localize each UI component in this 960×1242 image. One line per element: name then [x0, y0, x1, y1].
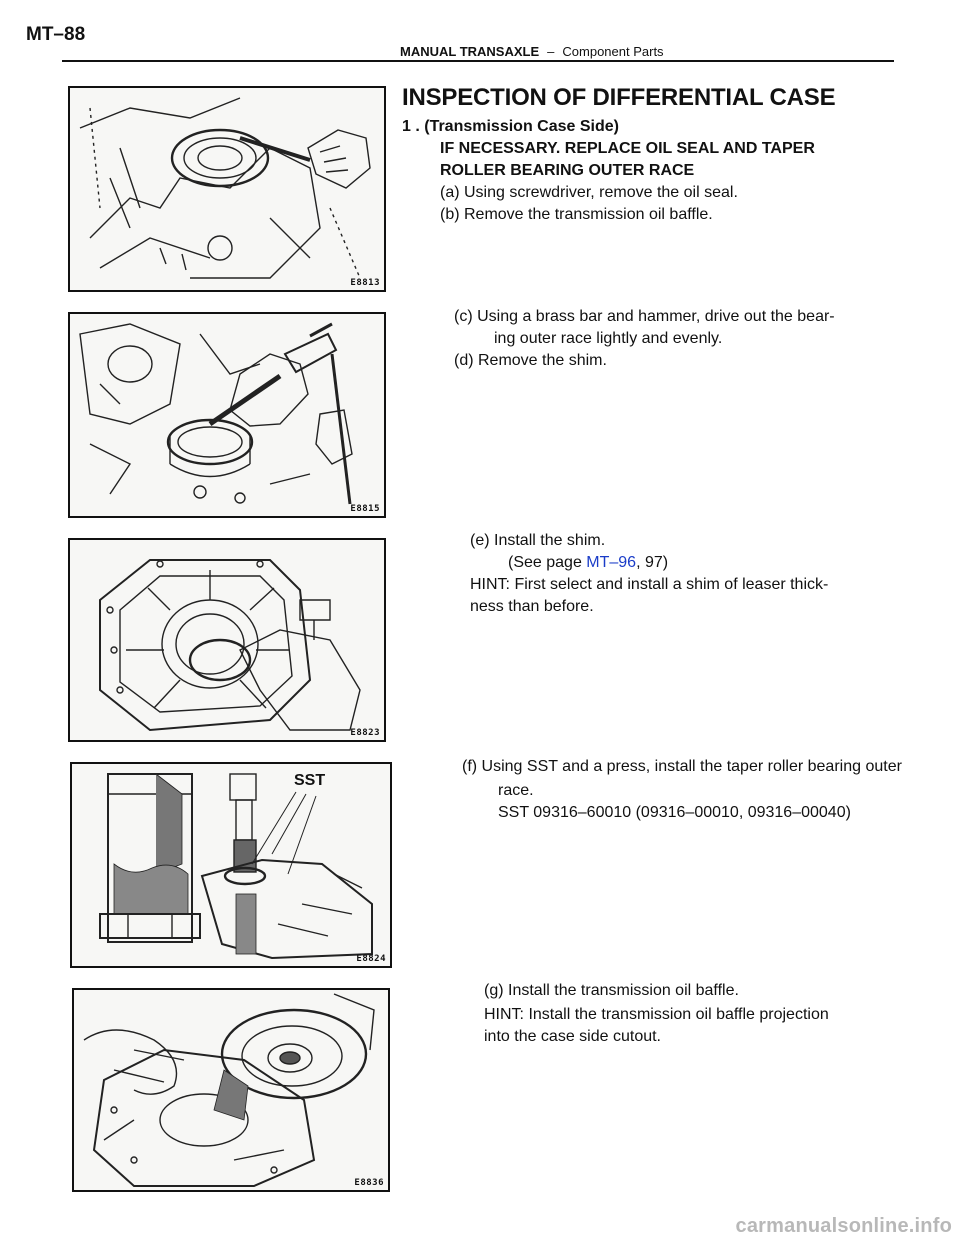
step-b: (b) Remove the transmission oil baffle.	[440, 206, 713, 223]
figure-code: E8823	[350, 728, 380, 738]
page-title: INSPECTION OF DIFFERENTIAL CASE	[402, 84, 836, 111]
step-f-line2: race.	[498, 782, 534, 799]
step-f-line1: (f) Using SST and a press, install the taper roller bearing outer	[462, 758, 902, 775]
step-d: (d) Remove the shim.	[454, 352, 607, 369]
figure-oil-seal-removal	[68, 86, 386, 292]
section-title: MANUAL TRANSAXLE	[400, 44, 540, 59]
step-e-hint-line1: HINT: First select and install a shim of leaser thick-	[470, 576, 829, 593]
figure-code: E8815	[350, 504, 380, 514]
ref-prefix: (See page	[508, 554, 587, 571]
sst-label: SST	[294, 772, 326, 789]
page-number: MT–88	[26, 24, 86, 45]
figure-code: E8836	[354, 1178, 384, 1188]
header-rule	[62, 60, 894, 62]
step1-line1: IF NECESSARY. REPLACE OIL SEAL AND TAPER	[440, 140, 815, 157]
step-g-hint-line2: into the case side cutout.	[484, 1028, 661, 1045]
step-e: (e) Install the shim.	[470, 532, 606, 549]
step-a: (a) Using screwdriver, remove the oil seal.	[440, 184, 738, 201]
figure-install-shim	[68, 538, 386, 742]
page-link-mt96[interactable]: MT–96	[586, 554, 637, 571]
step1-heading: 1 . (Transmission Case Side)	[402, 118, 619, 135]
watermark: carmanualsonline.info	[735, 1215, 952, 1237]
header-separator: –	[547, 44, 555, 59]
figure-sst-press	[70, 762, 392, 968]
figure-drive-out-bearing-race	[68, 312, 386, 518]
step-c-line1: (c) Using a brass bar and hammer, drive out the bear-	[454, 308, 835, 325]
step-e-hint-line2: ness than before.	[470, 598, 594, 615]
step-g-hint-line1: HINT: Install the transmission oil baffle projection	[484, 1006, 829, 1023]
step-e-reference	[508, 552, 668, 574]
step1-line2: ROLLER BEARING OUTER RACE	[440, 162, 695, 179]
figure-code: E8813	[350, 278, 380, 288]
subsection-title: Component Parts	[562, 44, 664, 59]
section-header	[400, 44, 664, 59]
step-g: (g) Install the transmission oil baffle.	[484, 982, 739, 999]
figure-code: E8824	[356, 954, 386, 964]
sst-part-numbers: SST 09316–60010 (09316–00010, 09316–00040)	[498, 804, 851, 821]
ref-suffix: , 97)	[636, 554, 669, 571]
step-c-line2: ing outer race lightly and evenly.	[494, 330, 723, 347]
figure-install-oil-baffle	[72, 988, 390, 1192]
